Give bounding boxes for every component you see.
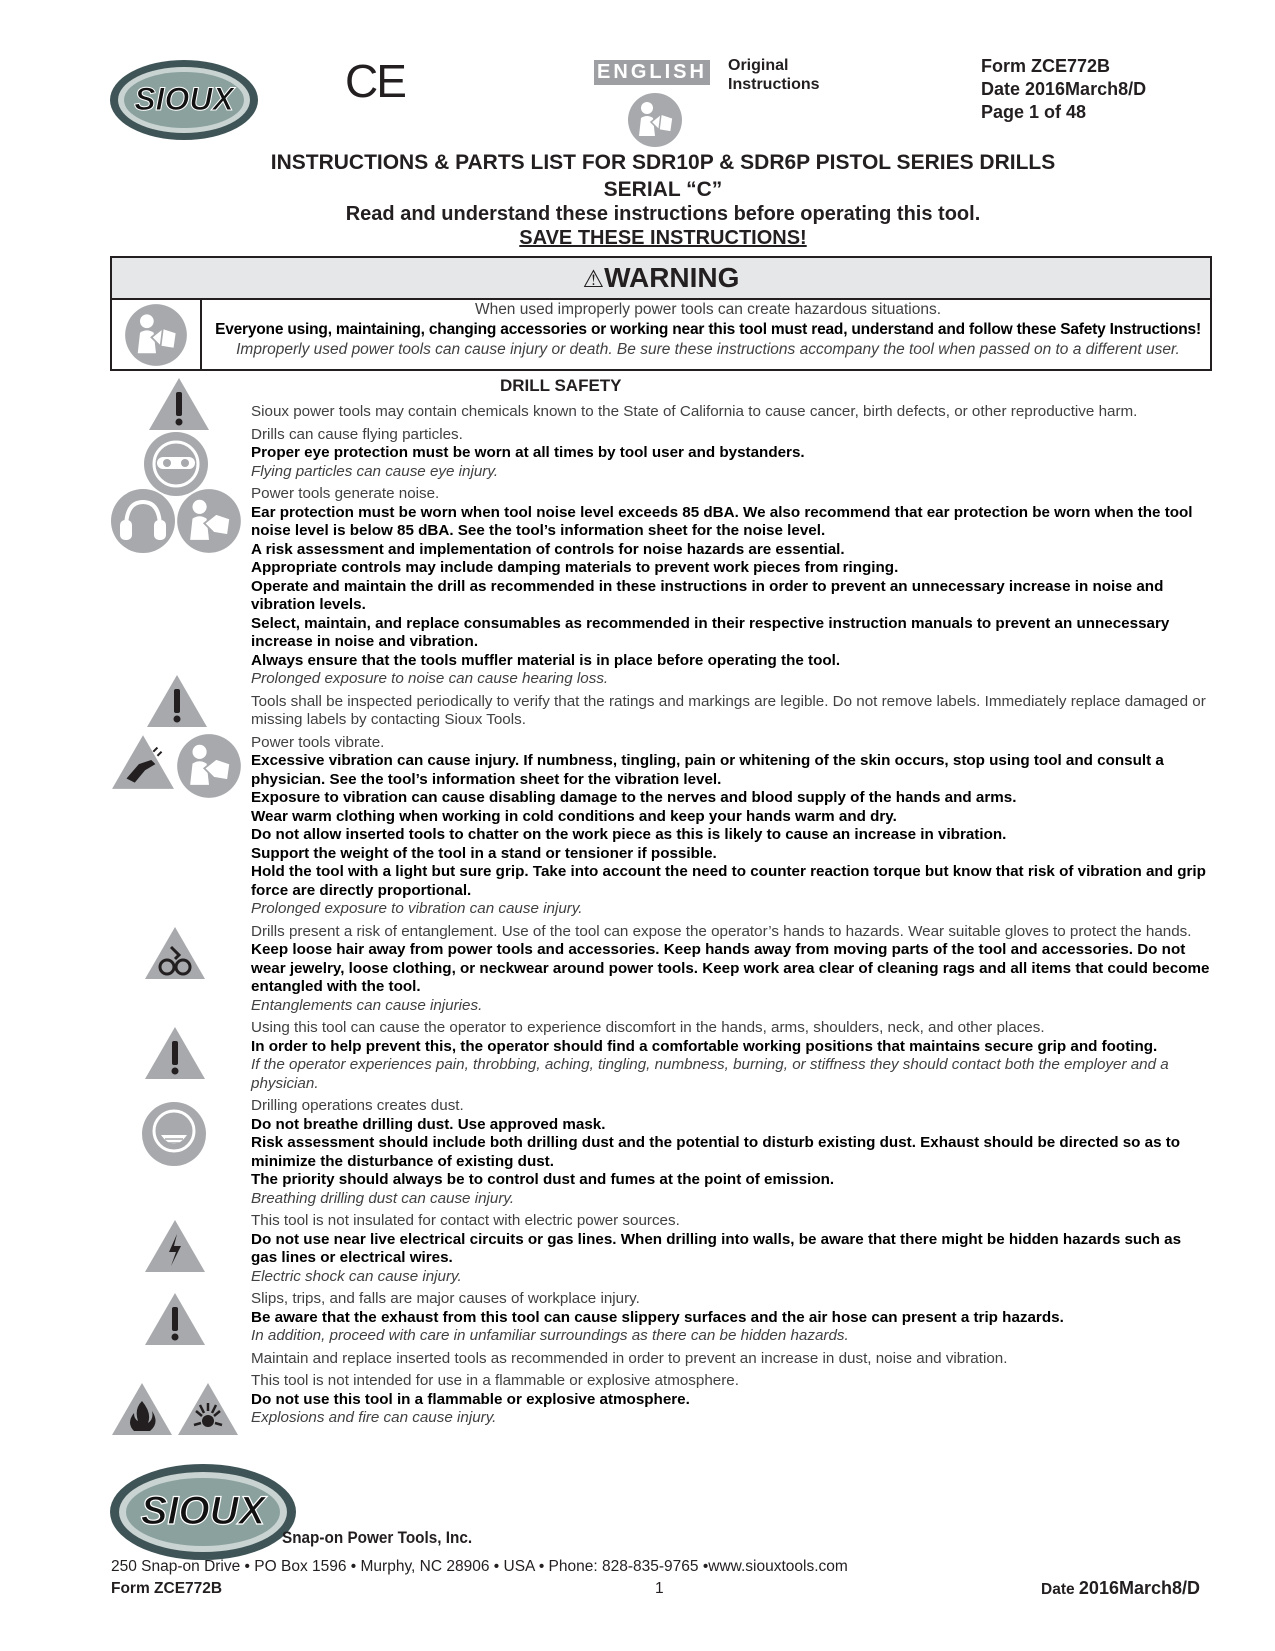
safety-line: Exposure to vibration can cause disabling damage to the nerves and blood supply of the hands and arms.: [251, 789, 1017, 806]
safety-line: Tools shall be inspected periodically to verify that the ratings and markings are legible. Do not remove labels. Immediately replace damaged or missing labels by contacting Sioux Tools.: [251, 692, 1206, 728]
safety-line: The priority should always be to control dust and fumes at the point of emission.: [251, 1171, 835, 1188]
safety-line: Prolonged exposure to vibration can cause injury.: [251, 900, 583, 917]
original-instructions-label: [728, 56, 820, 94]
safety-line: Prolonged exposure to noise can cause hearing loss.: [251, 670, 609, 687]
safety-line: Power tools vibrate.: [251, 733, 385, 751]
safety-line: Power tools generate noise.: [251, 485, 440, 502]
safety-line: Appropriate controls may include damping materials to prevent work pieces from ringing.: [251, 559, 899, 576]
drill-safety-title: DRILL SAFETY: [500, 376, 622, 395]
footer-date-value: 2016March8/D: [1078, 1578, 1200, 1598]
warning-triangle-icon: [145, 673, 209, 729]
read-instructions-note: Read and understand these instructions before operating this tool.: [345, 203, 981, 225]
safety-line: A risk assessment and implementation of controls for noise hazards are essential.: [251, 540, 845, 558]
original-line2: Instructions: [728, 76, 820, 93]
safety-line: In addition, proceed with care in unfamiliar surroundings as there can be hidden hazards.: [251, 1327, 849, 1344]
safety-line: Drills present a risk of entanglement. Use of the tool can expose the operator’s hands to hazards. Wear suitable gloves to protect the hands.: [251, 922, 1192, 940]
ce-mark: CE: [345, 55, 405, 107]
warning-header: [112, 258, 1210, 300]
safety-line: Maintain and replace inserted tools as recommended in order to prevent an increase in dust, noise and vibration.: [251, 1349, 1008, 1367]
warning-title: WARNING: [604, 262, 740, 293]
document-title: INSTRUCTIONS & PARTS LIST FOR SDR10P & SDR6P PISTOL SERIES DRILLS: [270, 151, 1056, 174]
safety-line: Slips, trips, and falls are major causes of workplace injury.: [251, 1290, 640, 1307]
read-manual-icon: [124, 303, 188, 367]
safety-line: This tool is not insulated for contact with electric power sources.: [251, 1212, 680, 1229]
save-instructions-note: SAVE THESE INSTRUCTIONS!: [519, 227, 807, 249]
safety-line: Electric shock can cause injury.: [251, 1267, 462, 1285]
form-header-block: [981, 55, 1146, 124]
safety-line: Drilling operations creates dust.: [251, 1097, 464, 1114]
footer-page-number: 1: [655, 1580, 664, 1597]
warning-line3: Improperly used power tools can cause injury or death. Be sure these instructions accompany the tool when passed on to a different user.: [236, 341, 1180, 358]
ear-protection-icon: [110, 488, 176, 554]
warning-triangle-icon: [143, 1025, 207, 1081]
warning-triangle-icon: [147, 376, 211, 432]
safety-line: Always ensure that the tools muffler material is in place before operating the tool.: [251, 651, 841, 669]
vibration-hand-icon: [110, 733, 176, 791]
warning-triangle-icon: [143, 1291, 207, 1347]
safety-line: Hold the tool with a light but sure grip. Take into account the need to counter reaction torque but know that risk of vibration and grip force are directly proportional.: [251, 863, 1206, 899]
footer-date: [1041, 1578, 1200, 1599]
safety-line: Select, maintain, and replace consumables as recommended in their respective instruction manuals to prevent an unnecessary increase in noise and vibration.: [251, 614, 1170, 650]
warning-text: [204, 300, 1212, 360]
safety-line: Do not use this tool in a flammable or explosive atmosphere.: [251, 1390, 690, 1408]
safety-line: If the operator experiences pain, throbbing, aching, tingling, numbness, burning, or stiffness they should contact both the employer and a physician.: [251, 1056, 1169, 1092]
fire-icon: [110, 1381, 174, 1437]
safety-line: Drills can cause flying particles.: [251, 425, 463, 443]
language-badge: ENGLISH: [594, 60, 710, 85]
sioux-logo-icon: [108, 1462, 298, 1562]
footer-date-label: Date: [1041, 1581, 1075, 1598]
safety-line: Entanglements can cause injuries.: [251, 996, 483, 1014]
safety-line: Using this tool can cause the operator to experience discomfort in the hands, arms, shoulders, neck, and other places.: [251, 1019, 1045, 1036]
footer-form-number: Form ZCE772B: [111, 1580, 223, 1597]
safety-line: In order to help prevent this, the operator should find a comfortable working positions that maintains secure grip and footing.: [251, 1037, 1158, 1055]
safety-line: Do not breathe drilling dust. Use approved mask.: [251, 1115, 606, 1133]
safety-line: Proper eye protection must be worn at all times by tool user and bystanders.: [251, 444, 805, 461]
entanglement-icon: [143, 925, 207, 981]
safety-line: Breathing drilling dust can cause injury.: [251, 1189, 515, 1207]
warning-line1: When used improperly power tools can create hazardous situations.: [474, 301, 942, 318]
explosion-icon: [176, 1381, 240, 1437]
safety-line: Operate and maintain the drill as recommended in these instructions in order to prevent an unnecessary increase in noise and vibration levels.: [251, 577, 1164, 613]
read-manual-icon: [176, 733, 242, 799]
company-name: Snap-on Power Tools, Inc.: [282, 1528, 473, 1547]
logo-brand-text: SIOUX: [134, 81, 234, 117]
warning-triangle-icon: ⚠: [582, 266, 605, 293]
safety-line: Ear protection must be worn when tool noise level exceeds 85 dBA. We also recommend that ear protection be worn when the tool noise level is below 85 dBA. See the tool’s information sheet for the noise level.: [251, 503, 1193, 539]
safety-line: This tool is not intended for use in a flammable or explosive atmosphere.: [251, 1372, 739, 1389]
safety-line: Sioux power tools may contain chemicals known to the State of California to cause cancer, birth defects, or other reproductive harm.: [251, 403, 1138, 420]
warning-icon-cell: [112, 298, 202, 371]
safety-line: Do not use near live electrical circuits or gas lines. When drilling into walls, be aware that there might be hidden hazards such as gas lines or electrical wires.: [251, 1230, 1182, 1266]
company-address: 250 Snap-on Drive • PO Box 1596 • Murphy, NC 28906 • USA • Phone: 828-835-9765 •www.siouxtools.com: [111, 1558, 848, 1575]
read-manual-icon: [176, 488, 242, 554]
safety-line: Wear warm clothing when working in cold conditions and keep your hands warm and dry.: [251, 807, 897, 825]
safety-line: Explosions and fire can cause injury.: [251, 1409, 497, 1426]
safety-line: Keep loose hair away from power tools and accessories. Keep hands away from moving parts of the tool and accessories. Do not wear jewelry, loose clothing, or neckwear around power tools. Keep work area clear of cleaning rags and all items that could become entangled with the tool.: [251, 941, 1210, 995]
form-date: Date 2016March8/D: [981, 79, 1147, 99]
dust-mask-icon: [141, 1101, 207, 1167]
read-manual-icon: [627, 92, 683, 148]
page-indicator: Page 1 of 48: [981, 102, 1087, 122]
safety-line: Be aware that the exhaust from this tool can cause slippery surfaces and the air hose can present a trip hazards.: [251, 1308, 1064, 1326]
sioux-logo-icon: [108, 58, 260, 142]
serial-title: SERIAL “C”: [603, 178, 723, 201]
safety-line: Support the weight of the tool in a stand or tensioner if possible.: [251, 844, 717, 862]
safety-line: Flying particles can cause eye injury.: [251, 462, 499, 480]
electric-shock-icon: [143, 1218, 207, 1274]
safety-line: Excessive vibration can cause injury. If numbness, tingling, pain or whitening of the skin occurs, stop using tool and consult a physician. See the tool’s information sheet for the vibration level.: [251, 752, 1164, 788]
original-line1: Original: [728, 57, 789, 74]
footer-logo-brand-text: SIOUX: [140, 1489, 266, 1533]
drill-safety-body: [251, 400, 1211, 1428]
form-number: Form ZCE772B: [981, 56, 1111, 76]
safety-line: Risk assessment should include both drilling dust and the potential to disturb existing dust. Exhaust should be directed so as to minimize the disturbance of existing dust.: [251, 1134, 1181, 1170]
safety-line: Do not allow inserted tools to chatter on the work piece as this is likely to cause an increase in vibration.: [251, 826, 1007, 843]
warning-line2: Everyone using, maintaining, changing accessories or working near this tool must read, understand and follow these Safety Instructions!: [215, 321, 1201, 338]
warning-box: [110, 256, 1212, 371]
